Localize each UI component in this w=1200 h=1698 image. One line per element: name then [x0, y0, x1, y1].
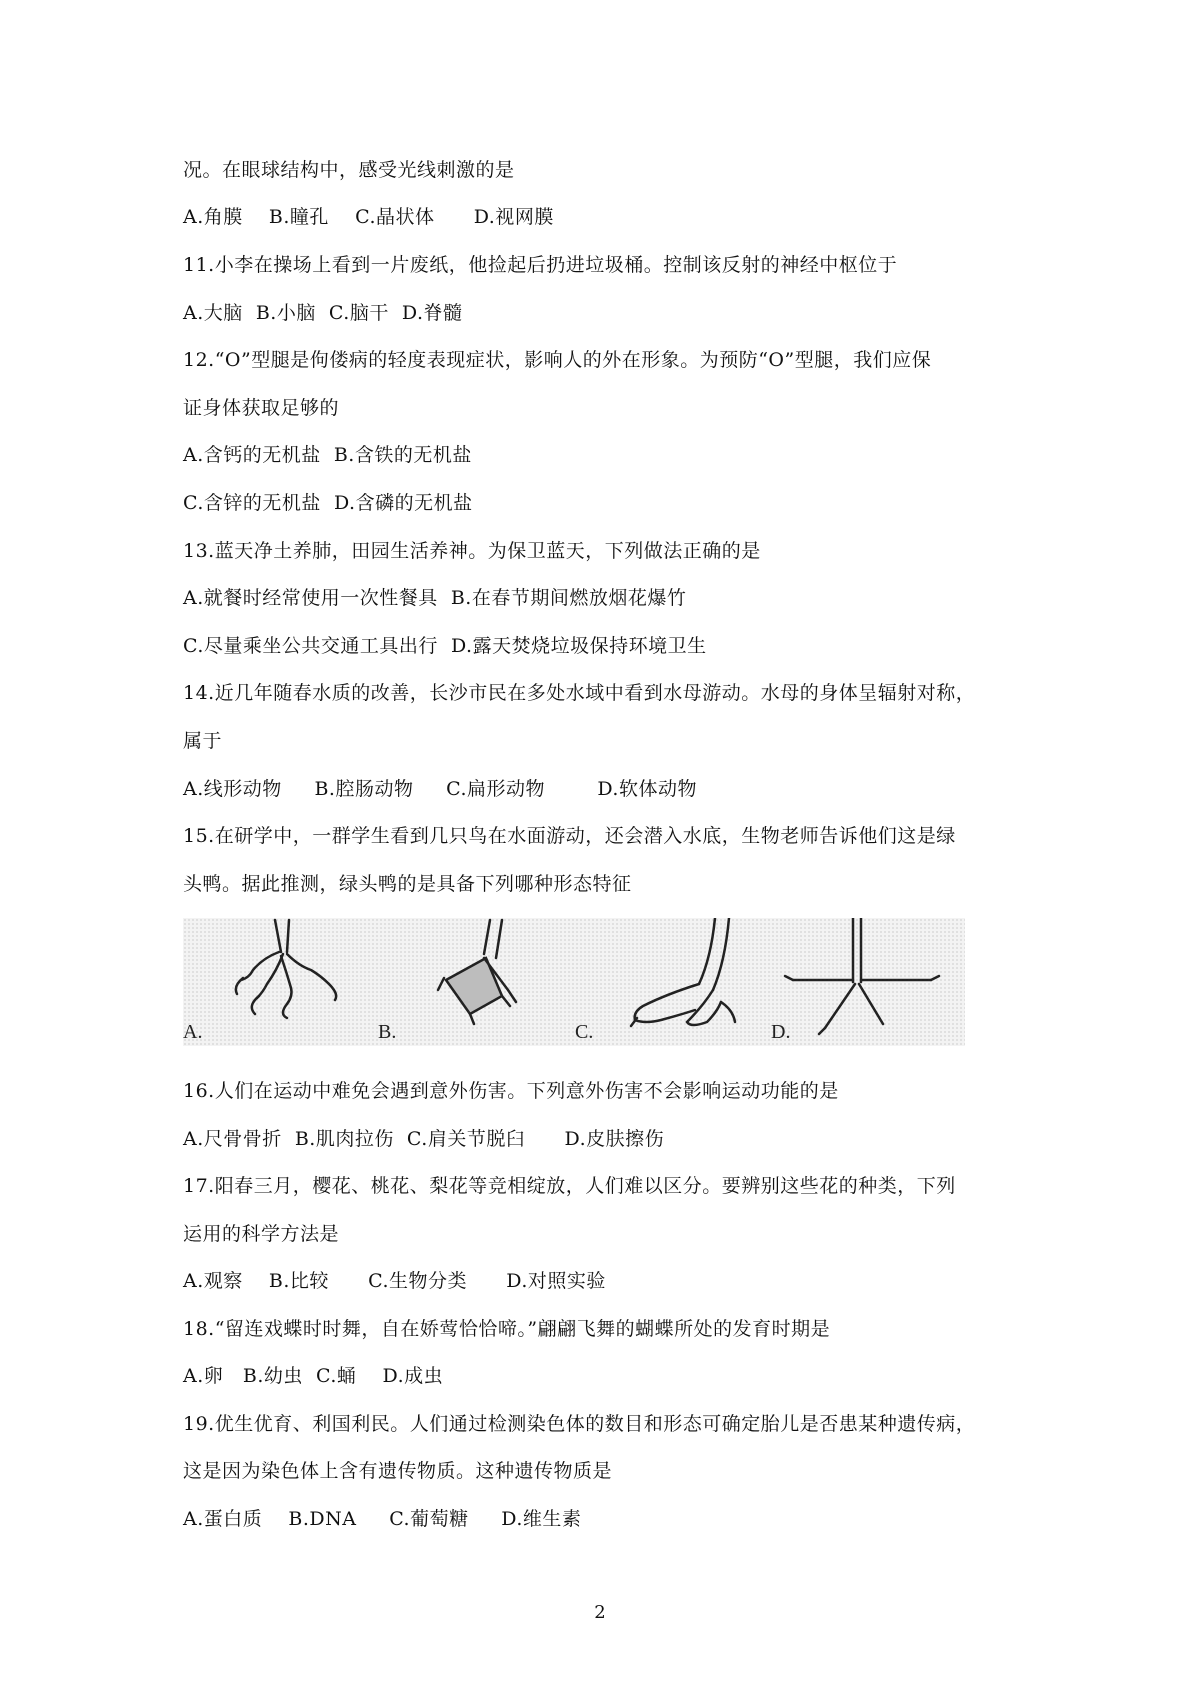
option-a-label: A. — [183, 1021, 203, 1043]
answer-options: C.含锌的无机盐 D.含磷的无机盐 — [183, 492, 473, 514]
option-b-label: B. — [378, 1021, 397, 1043]
question-17: 17.阳春三月，樱花、桃花、梨花等竞相绽放，人们难以区分。要辨别这些花的种类，下列 — [183, 1175, 956, 1197]
answer-options: A.线形动物 B.腔肠动物 C.扁形动物 D.软体动物 — [183, 778, 697, 800]
question-15: 15.在研学中，一群学生看到几只鸟在水面游动，还会潜入水底，生物老师告诉他们这是绿 — [183, 825, 956, 847]
text-line: 属于 — [183, 730, 223, 752]
answer-options: A.角膜 B.瞳孔 C.晶状体 D.视网膜 — [183, 206, 554, 228]
text-line: 证身体获取足够的 — [183, 397, 340, 419]
answer-options: A.含钙的无机盐 B.含铁的无机盐 — [183, 444, 472, 466]
page-number: 2 — [594, 1602, 606, 1623]
bird-feet-figure — [183, 918, 965, 1046]
answer-options: A.尺骨骨折 B.肌肉拉伤 C.肩关节脱臼 D.皮肤擦伤 — [183, 1128, 665, 1150]
answer-options: A.卵 B.幼虫 C.蛹 D.成虫 — [183, 1365, 444, 1387]
answer-options: A.蛋白质 B.DNA C.葡萄糖 D.维生素 — [183, 1508, 582, 1530]
question-12: 12.“O”型腿是佝偻病的轻度表现症状，影响人的外在形象。为预防“O”型腿，我们应保 — [183, 349, 932, 371]
question-14: 14.近几年随春水质的改善，长沙市民在多处水域中看到水母游动。水母的身体呈辐射对称， — [183, 682, 976, 704]
answer-options: A.大脑 B.小脑 C.脑干 D.脊髓 — [183, 302, 463, 324]
text-line: 这是因为染色体上含有遗传物质。这种遗传物质是 — [183, 1460, 613, 1482]
question-19: 19.优生优育、利国利民。人们通过检测染色体的数目和形态可确定胎儿是否患某种遗传病， — [183, 1413, 976, 1435]
question-18: 18.“留连戏蝶时时舞，自在娇莺恰恰啼。”翩翩飞舞的蝴蝶所处的发育时期是 — [183, 1318, 831, 1340]
answer-options: A.就餐时经常使用一次性餐具 B.在春节期间燃放烟花爆竹 — [183, 587, 687, 609]
option-d-label: D. — [771, 1021, 791, 1043]
option-c-panel — [575, 918, 765, 1046]
wading-bird-foot-icon — [771, 918, 961, 1046]
question-13: 13.蓝天净土养肺，田园生活养神。为保卫蓝天，下列做法正确的是 — [183, 540, 761, 562]
question-11: 11.小李在操场上看到一片废纸，他捡起后扔进垃圾桶。控制该反射的神经中枢位于 — [183, 254, 898, 276]
answer-options: A.观察 B.比较 C.生物分类 D.对照实验 — [183, 1270, 606, 1292]
option-b-panel — [378, 918, 568, 1046]
text-line: 况。在眼球结构中，感受光线刺激的是 — [183, 159, 515, 181]
webbed-foot-icon — [378, 918, 568, 1046]
raptor-talon-icon — [183, 918, 373, 1046]
text-line: 头鸭。据此推测，绿头鸭的是具备下列哪种形态特征 — [183, 873, 632, 895]
option-d-panel — [771, 918, 961, 1046]
ground-bird-foot-icon — [575, 918, 765, 1046]
option-c-label: C. — [575, 1021, 594, 1043]
option-a-panel — [183, 918, 373, 1046]
question-16: 16.人们在运动中难免会遇到意外伤害。下列意外伤害不会影响运动功能的是 — [183, 1080, 839, 1102]
text-line: 运用的科学方法是 — [183, 1223, 340, 1245]
answer-options: C.尽量乘坐公共交通工具出行 D.露天焚烧垃圾保持环境卫生 — [183, 635, 707, 657]
